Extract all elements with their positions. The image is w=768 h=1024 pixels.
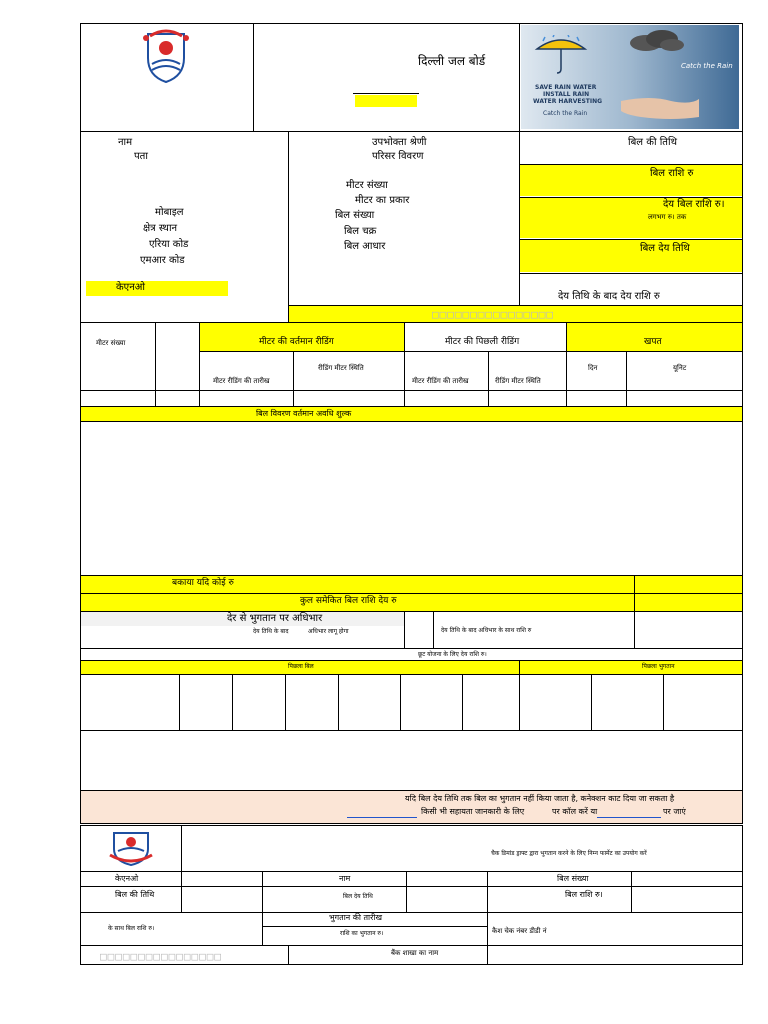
prev-date-label: मीटर रीडिंग की तारीख: [412, 377, 469, 385]
after-due-small: देय तिथि के बाद: [253, 628, 289, 635]
cheque-note: चैक डिमांड ड्राफ्ट द्वारा भुगतान करने के लिए निम्न फार्मेट का उपयोग करें: [491, 850, 647, 857]
stub-pay-date: भुगतान की तारीख: [329, 913, 383, 922]
due-date-box: [520, 240, 742, 272]
customer-area-code-label: एरिया कोड: [149, 239, 189, 250]
meter-type-label: मीटर का प्रकार: [355, 195, 410, 206]
customer-name-label: नाम: [118, 137, 133, 148]
cloud-icon: [626, 29, 686, 53]
bill-cycle-label: बिल चक्र: [344, 226, 377, 237]
stub-bill-amount: बिल राशि रु।: [565, 890, 603, 899]
stub-table: [80, 871, 743, 946]
previous-reading-header: मीटर की पिछली रीडिंग: [445, 337, 520, 347]
premises-label: परिसर विवरण: [372, 151, 424, 162]
bill-amount-label: बिल राशि रु: [650, 168, 694, 179]
customer-mr-code-label: एमआर कोड: [140, 255, 185, 266]
stub-due-date: बिल देय तिथि: [343, 893, 373, 900]
reading-meter-no: मीटर संख्या: [96, 339, 126, 347]
payable-label: देय बिल राशि रु।: [663, 199, 725, 210]
customer-address-label: पता: [134, 151, 148, 162]
umbrella-icon: [533, 35, 589, 75]
due-date-label: बिल देय तिथि: [640, 243, 690, 254]
customer-area-location-label: क्षेत्र स्थान: [143, 223, 178, 234]
bill-details-area: [80, 406, 743, 576]
kno-highlight: [86, 281, 228, 296]
prev-bill-label: पिछला बिल: [288, 663, 314, 670]
stub-bank: बैंक शाखा का नाम: [391, 949, 439, 957]
cur-status-label: रीडिंग मीटर स्थिति: [318, 364, 364, 372]
bill-amount-box: [520, 165, 742, 196]
website-blank: [597, 817, 661, 818]
late-right-label: देर से भुगतान पर अधिभार: [227, 613, 323, 624]
banner-line3: WATER HARVESTING: [533, 98, 603, 105]
cur-date-label: मीटर रीडिंग की तारीख: [213, 377, 270, 385]
bill-no-label: बिल संख्या: [335, 210, 375, 221]
stub-with-amount: के साथ बिल राशि रु।: [108, 925, 155, 932]
barcode-top: □□□□□□□□□□□□□□□□: [432, 308, 554, 321]
header-highlight: [355, 95, 417, 107]
stub-bill-no: बिल संख्या: [557, 874, 589, 883]
stub-kno: केएनओ: [115, 874, 139, 883]
consumer-category-label: उपभोक्ता श्रेणी: [372, 137, 427, 148]
djb-logo-icon: [140, 26, 192, 84]
approx-label: लगभग रु। तक: [648, 213, 687, 221]
customer-mobile-label: मोबाइल: [155, 207, 184, 218]
stub-paid-amount: राशि का भुगतान रु।: [340, 930, 384, 937]
barcode-bottom: □□□□□□□□□□□□□□□□: [100, 950, 222, 963]
helpline-blank: [347, 817, 417, 818]
prev-status-label: रीडिंग मीटर स्थिति: [495, 377, 541, 385]
banner-tag2: Catch the Rain: [681, 62, 733, 70]
meter-no-label: मीटर संख्या: [346, 180, 388, 191]
prev-payment-label: पिछला भुगतान: [642, 663, 675, 670]
notice-line2b: पर कॉल करें या: [552, 807, 598, 816]
units-label: यूनिट: [673, 364, 687, 372]
rebate-label: छूट योजना के लिए देय राशि रु।: [418, 651, 487, 658]
bill-details-header: बिल विवरण वर्तमान अवधि शुल्क: [256, 409, 352, 418]
customer-kno-label: केएनओ: [116, 282, 145, 293]
surcharge-small: अधिभार लागू होगा: [308, 628, 349, 635]
bill-date-label: बिल की तिथि: [628, 137, 677, 148]
hand-icon: [621, 91, 701, 121]
days-label: दिन: [588, 364, 598, 372]
notice-line2c: पर जाएं: [663, 807, 686, 816]
arrears-label: बकाया यदि कोई रु: [172, 578, 234, 588]
amount-with-surcharge: देय तिथि के बाद अधिभार के साथ राशि रु: [441, 627, 532, 634]
bill-basis-label: बिल आधार: [344, 241, 386, 252]
notice-line1: यदि बिल देय तिथि तक बिल का भुगतान नहीं किया जाता है, कनेक्शन काट दिया जा सकता है: [405, 794, 675, 803]
rain-banner: [521, 25, 739, 129]
banner-tag1: Catch the Rain: [543, 110, 588, 117]
stub-name: नाम: [339, 874, 351, 883]
notice-line2a: किसी भी सहायता जानकारी के लिए: [421, 807, 525, 816]
djb-logo-small-icon: [106, 827, 156, 867]
banner-line1: SAVE RAIN WATER: [535, 84, 597, 91]
bill-details-header-bg: [81, 407, 742, 421]
total-label: कुल समेकित बिल राशि देय रु: [300, 596, 397, 606]
org-name: दिल्ली जल बोर्ड: [418, 54, 486, 68]
stub-header: [80, 825, 743, 872]
stub-cheque: कैश चेक नंबर डीडी नं: [492, 927, 547, 935]
banner-line2: INSTALL RAIN: [543, 91, 590, 98]
stub-bill-date: बिल की तिथि: [115, 890, 155, 899]
consumption-header: खपत: [644, 337, 662, 347]
blank-area: [80, 730, 743, 791]
current-reading-header: मीटर की वर्तमान रीडिंग: [259, 337, 334, 347]
after-due-label: देय तिथि के बाद देय राशि रु: [558, 291, 660, 302]
